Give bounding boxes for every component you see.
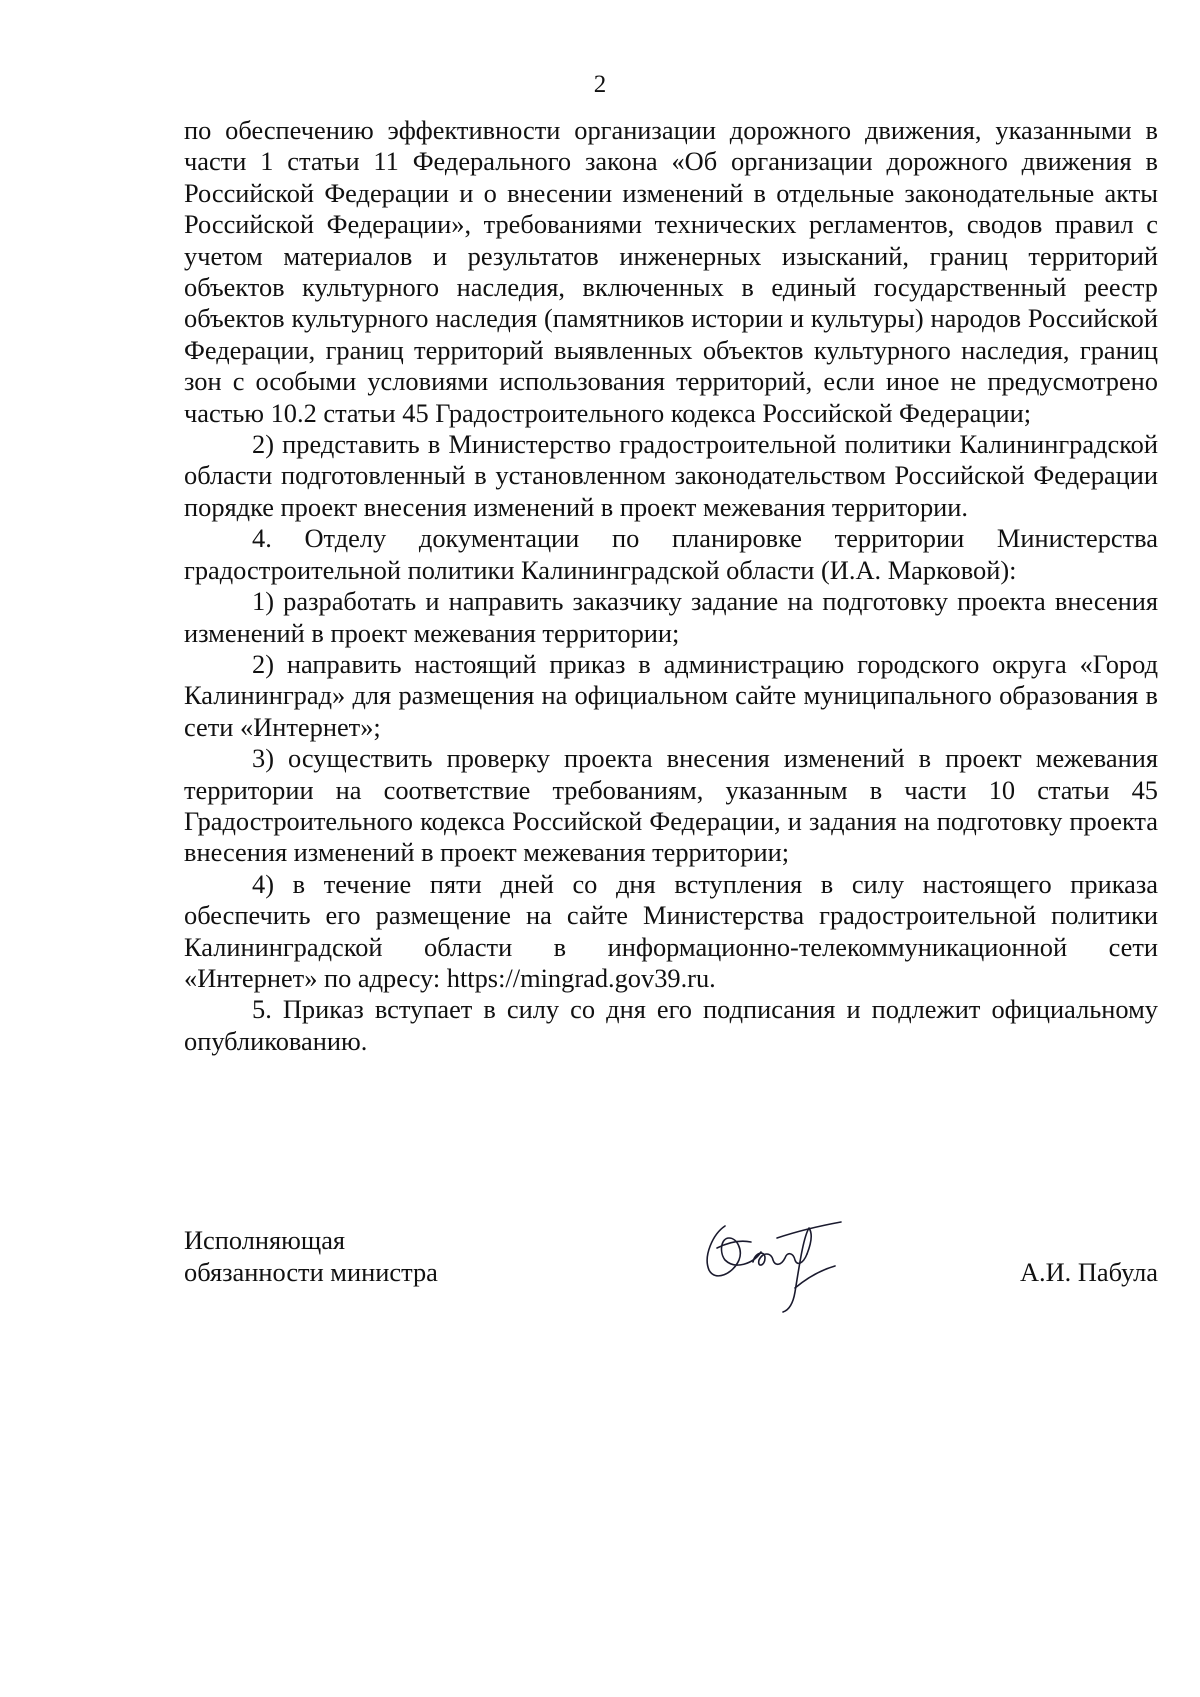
page-number: 2 — [593, 71, 607, 98]
paragraph-item-5-effect: 5. Приказ вступает в силу со дня его подписания и подлежит официальному опубликованию. — [184, 994, 1158, 1056]
paragraph-item-2-submit: 2) представить в Министерство градостроительной политики Калининградской области подготовленный в установленном законодательством Российской Федерации порядке проект внесения изменений в проект межевания территории. — [184, 429, 1158, 522]
signatory-position-line1: Исполняющая — [184, 1225, 346, 1255]
paragraph-subitem-1-develop: 1) разработать и направить заказчику задание на подготовку проекта внесения изменений в проект межевания территории; — [184, 586, 1158, 648]
paragraph-subitem-2-send: 2) направить настоящий приказ в администрацию городского округа «Город Калининград» для размещения на официальном сайте муниципального образования в сети «Интернет»; — [184, 648, 1158, 742]
signatory-name: А.И. Пабула — [1019, 1257, 1158, 1287]
paragraph-continuation: по обеспечению эффективности организации дорожного движения, указанными в части 1 статьи 11 Федерального закона «Об организации дорожного движения в Российской Федерации и о внесении изменений в отдельные законодательные акты Российской Федерации», требованиями технических регламентов, сводов правил с учетом материалов и результатов инженерных изысканий, границ территорий объектов культурного наследия, включенных в единый государственный реестр объектов культурного наследия (памятников истории и культуры) народов Российской Федерации, границ территорий выявленных объектов культурного наследия, границ зон с особыми условиями использования территорий, если иное не предусмотрено частью 10.2 статьи 45 Градостроительного кодекса Российской Федерации; — [184, 115, 1158, 428]
signatory-position — [184, 1224, 438, 1288]
paragraph-subitem-4-publish: 4) в течение пяти дней со дня вступления в силу настоящего приказа обеспечить его размещение на сайте Министерства градостроительной политики Калининградской области в информационно-телекоммуникационной сети «Интернет» по адресу: https://mingrad.gov39.ru. — [184, 868, 1158, 993]
handwritten-signature — [695, 1208, 845, 1318]
paragraph-subitem-3-verify: 3) осуществить проверку проекта внесения изменений в проект межевания территории на соответствие требованиям, указанным в части 10 статьи 45 Градостроительного кодекса Российской Федерации, и задания на подготовку проекта внесения изменений в проект межевания территории; — [184, 743, 1158, 868]
paragraph-item-4-department: 4. Отделу документации по планировке территории Министерства градостроительной политики Калининградской области (И.А. Марковой): — [184, 523, 1158, 585]
signatory-position-line2: обязанности министра — [184, 1257, 438, 1287]
document-body — [184, 115, 1158, 1057]
